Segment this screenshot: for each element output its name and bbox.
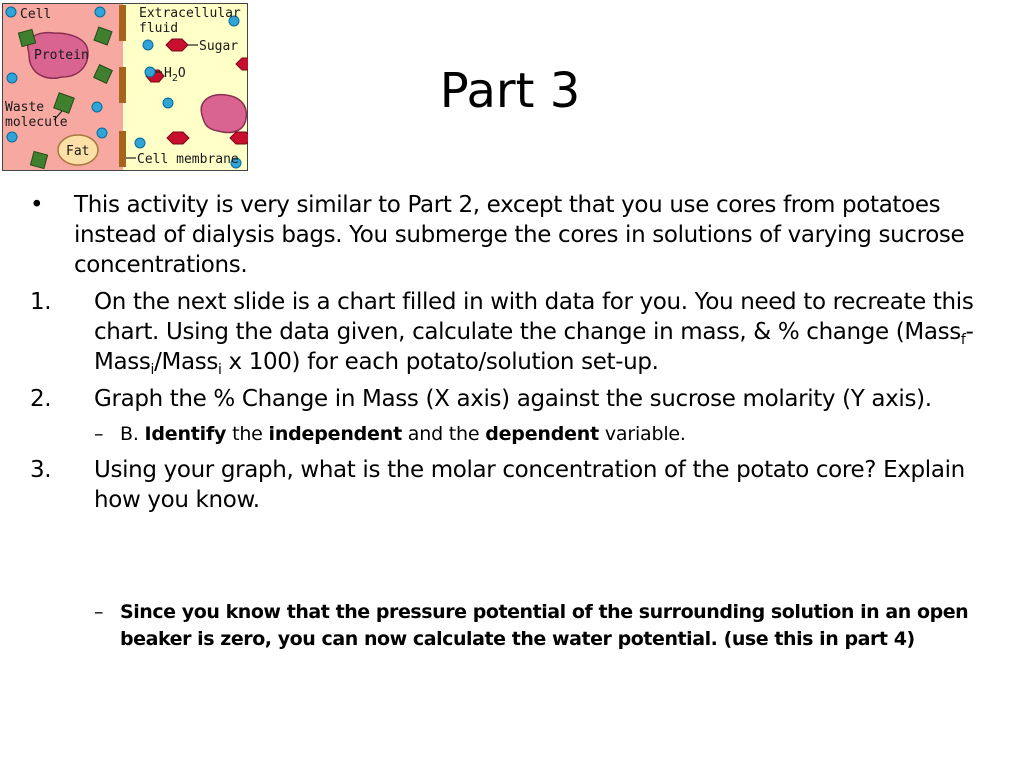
water-potential-note-text: Since you know that the pressure potential of the surrounding solution in an open beaker is zero, you can now calculate the water potential. (use this in part 4) [120, 601, 969, 650]
step-3 [30, 455, 1005, 515]
slide-title: Part 3 [439, 63, 581, 119]
dash-marker: – [94, 601, 104, 623]
step-3-number: 3. [30, 457, 52, 483]
step-2 [30, 384, 1005, 414]
h2o-label: $H_2O$ [164, 66, 186, 84]
protein-icon-outside [201, 95, 246, 133]
protein-label: Protein [34, 48, 89, 63]
step-1 [30, 287, 1005, 377]
extracellular-fluid-label: Extracellular fluid [139, 6, 241, 36]
cell-label: Cell [20, 7, 52, 22]
step-2-text: Graph the % Change in Mass (X axis) against the sucrose molarity (Y axis). [94, 386, 932, 412]
fat-label: Fat [66, 144, 90, 159]
sugar-label: Sugar [199, 39, 239, 54]
step-2b [30, 421, 1005, 447]
bullet-dot: • [30, 192, 44, 218]
step-2-number: 2. [30, 386, 52, 412]
cell-membrane [119, 5, 126, 167]
cell-transport-diagram [2, 3, 248, 171]
step-1-text: On the next slide is a chart filled in with data for you. You need to recreate this chart. Using the data given, calculate the change in mass, & % change (Mass$_f$-Mass$_i$/Mass$_i$ x 100) for each potato/solution set-up. [94, 289, 974, 378]
step-2b-text: B. Identify the independent and the dependent variable. [120, 423, 686, 445]
step-1-number: 1. [30, 289, 52, 315]
cell-membrane-label: Cell membrane [137, 152, 239, 167]
intro-bullet [30, 190, 1005, 280]
waste-molecule-label: Waste molecule [5, 100, 68, 130]
dash-marker: – [94, 423, 104, 445]
protein-icon [28, 33, 89, 79]
step-3-text: Using your graph, what is the molar concentration of the potato core? Explain how you know. [94, 457, 965, 513]
fat-icon [58, 135, 98, 165]
intro-text: This activity is very similar to Part 2, except that you use cores from potatoes instead of dialysis bags. You submerge the cores in solutions of varying sucrose concentrations. [74, 192, 965, 278]
slide-body [30, 190, 1005, 653]
water-potential-note [30, 599, 1005, 653]
